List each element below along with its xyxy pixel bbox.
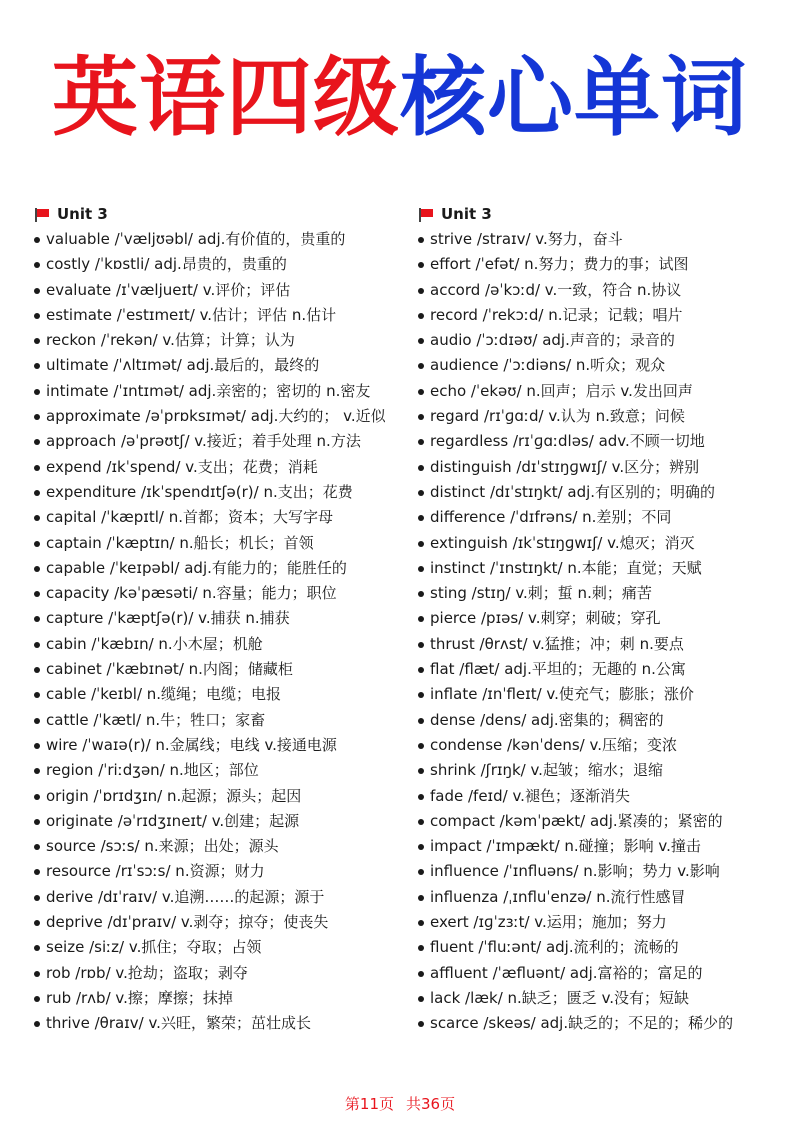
word-entry: deprive /dɪˈpraɪv/ v.剥夺；掠夺；使丧失	[34, 910, 404, 935]
word-entry: capable /ˈkeɪpəbl/ adj.有能力的；能胜任的	[34, 556, 404, 581]
word-entry: fade /feɪd/ v.褪色；逐渐消失	[418, 784, 788, 809]
word-entry: record /ˈrekɔːd/ n.记录；记载；唱片	[418, 303, 788, 328]
word-entry: pierce /pɪəs/ v.刺穿；刺破；穿孔	[418, 606, 788, 631]
word-entry: strive /straɪv/ v.努力，奋斗	[418, 227, 788, 252]
word-entry: sting /stɪŋ/ v.刺；蜇 n.刺；痛苦	[418, 581, 788, 606]
word-entry: capture /ˈkæptʃə(r)/ v.捕获 n.捕获	[34, 606, 404, 631]
word-entry: rub /rʌb/ v.擦；摩擦；抹掉	[34, 986, 404, 1011]
word-entry: difference /ˈdɪfrəns/ n.差别；不同	[418, 505, 788, 530]
word-entry: audio /ˈɔːdɪəʊ/ adj.声音的；录音的	[418, 328, 788, 353]
word-entry: shrink /ʃrɪŋk/ v.起皱；缩水；退缩	[418, 758, 788, 783]
word-entry: regard /rɪˈɡɑːd/ v.认为 n.致意；问候	[418, 404, 788, 429]
word-entry: source /sɔːs/ n.来源；出处；源头	[34, 834, 404, 859]
word-entry: cattle /ˈkætl/ n.牛；牲口；家畜	[34, 708, 404, 733]
page-title	[0, 42, 800, 154]
flag-icon	[418, 208, 434, 222]
word-entry: evaluate /ɪˈvæljueɪt/ v.评价；评估	[34, 278, 404, 303]
word-entry: lack /læk/ n.缺乏；匮乏 v.没有；短缺	[418, 986, 788, 1011]
word-entry: seize /siːz/ v.抓住；夺取；占领	[34, 935, 404, 960]
word-entry: instinct /ˈɪnstɪŋkt/ n.本能；直觉；天赋	[418, 556, 788, 581]
word-entry: dense /dens/ adj.密集的；稠密的	[418, 708, 788, 733]
unit-heading	[418, 202, 788, 227]
page-number: 第11页	[344, 1095, 394, 1113]
word-entry: valuable /ˈvæljʊəbl/ adj.有价值的，贵重的	[34, 227, 404, 252]
word-entry: originate /əˈrɪdʒɪneɪt/ v.创建；起源	[34, 809, 404, 834]
unit-label: Unit 3	[57, 205, 108, 223]
word-list	[34, 227, 404, 1037]
word-entry: cabin /ˈkæbɪn/ n.小木屋；机舱	[34, 632, 404, 657]
word-entry: inflate /ɪnˈfleɪt/ v.使充气；膨胀；涨价	[418, 682, 788, 707]
word-entry: condense /kənˈdens/ v.压缩；变浓	[418, 733, 788, 758]
word-entry: ultimate /ˈʌltɪmət/ adj.最后的，最终的	[34, 353, 404, 378]
word-entry: compact /kəmˈpækt/ adj.紧凑的；紧密的	[418, 809, 788, 834]
word-entry: affluent /ˈæfluənt/ adj.富裕的；富足的	[418, 961, 788, 986]
word-entry: rob /rɒb/ v.抢劫；盗取；剥夺	[34, 961, 404, 986]
word-entry: regardless /rɪˈɡɑːdləs/ adv.不顾一切地	[418, 429, 788, 454]
word-entry: expenditure /ɪkˈspendɪtʃə(r)/ n.支出；花费	[34, 480, 404, 505]
word-list	[418, 227, 788, 1037]
title-blue-part: 核心单词	[400, 48, 748, 148]
word-entry: costly /ˈkɒstli/ adj.昂贵的，贵重的	[34, 252, 404, 277]
word-entry: resource /rɪˈsɔːs/ n.资源；财力	[34, 859, 404, 884]
word-entry: cabinet /ˈkæbɪnət/ n.内阁；储藏柜	[34, 657, 404, 682]
word-entry: thrive /θraɪv/ v.兴旺，繁荣；茁壮成长	[34, 1011, 404, 1036]
page-total: 共36页	[406, 1095, 456, 1113]
word-entry: influence /ˈɪnfluəns/ n.影响；势力 v.影响	[418, 859, 788, 884]
word-entry: distinguish /dɪˈstɪŋɡwɪʃ/ v.区分；辨别	[418, 455, 788, 480]
word-entry: expend /ɪkˈspend/ v.支出；花费；消耗	[34, 455, 404, 480]
word-entry: capital /ˈkæpɪtl/ n.首都；资本；大写字母	[34, 505, 404, 530]
flag-icon	[34, 208, 50, 222]
unit-label: Unit 3	[441, 205, 492, 223]
word-entry: fluent /ˈfluːənt/ adj.流利的；流畅的	[418, 935, 788, 960]
left-column	[34, 202, 404, 1037]
word-entry: audience /ˈɔːdiəns/ n.听众；观众	[418, 353, 788, 378]
word-entry: exert /ɪɡˈzɜːt/ v.运用；施加；努力	[418, 910, 788, 935]
word-entry: reckon /ˈrekən/ v.估算；计算；认为	[34, 328, 404, 353]
word-entry: effort /ˈefət/ n.努力；费力的事；试图	[418, 252, 788, 277]
word-entry: region /ˈriːdʒən/ n.地区；部位	[34, 758, 404, 783]
word-entry: approach /əˈprəʊtʃ/ v.接近；着手处理 n.方法	[34, 429, 404, 454]
word-entry: echo /ˈekəʊ/ n.回声；启示 v.发出回声	[418, 379, 788, 404]
word-entry: estimate /ˈestɪmeɪt/ v.估计；评估 n.估计	[34, 303, 404, 328]
word-entry: capacity /kəˈpæsəti/ n.容量；能力；职位	[34, 581, 404, 606]
word-entry: origin /ˈɒrɪdʒɪn/ n.起源；源头；起因	[34, 784, 404, 809]
word-entry: approximate /əˈprɒksɪmət/ adj.大约的； v.近似	[34, 404, 404, 429]
word-entry: derive /dɪˈraɪv/ v.追溯……的起源；源于	[34, 885, 404, 910]
word-entry: impact /ˈɪmpækt/ n.碰撞；影响 v.撞击	[418, 834, 788, 859]
word-entry: accord /əˈkɔːd/ v.一致，符合 n.协议	[418, 278, 788, 303]
word-entry: intimate /ˈɪntɪmət/ adj.亲密的；密切的 n.密友	[34, 379, 404, 404]
page-footer	[0, 1093, 800, 1114]
word-entry: distinct /dɪˈstɪŋkt/ adj.有区别的；明确的	[418, 480, 788, 505]
word-entry: influenza /ˌɪnfluˈenzə/ n.流行性感冒	[418, 885, 788, 910]
word-entry: flat /flæt/ adj.平坦的；无趣的 n.公寓	[418, 657, 788, 682]
word-entry: scarce /skeəs/ adj.缺乏的；不足的；稀少的	[418, 1011, 788, 1036]
title-red-part: 英语四级	[52, 48, 400, 148]
word-entry: wire /ˈwaɪə(r)/ n.金属线；电线 v.接通电源	[34, 733, 404, 758]
right-column	[418, 202, 788, 1037]
word-entry: cable /ˈkeɪbl/ n.缆绳；电缆；电报	[34, 682, 404, 707]
word-entry: thrust /θrʌst/ v.猛推；冲；刺 n.要点	[418, 632, 788, 657]
unit-heading	[34, 202, 404, 227]
word-entry: captain /ˈkæptɪn/ n.船长；机长；首领	[34, 531, 404, 556]
word-entry: extinguish /ɪkˈstɪŋɡwɪʃ/ v.熄灭；消灭	[418, 531, 788, 556]
